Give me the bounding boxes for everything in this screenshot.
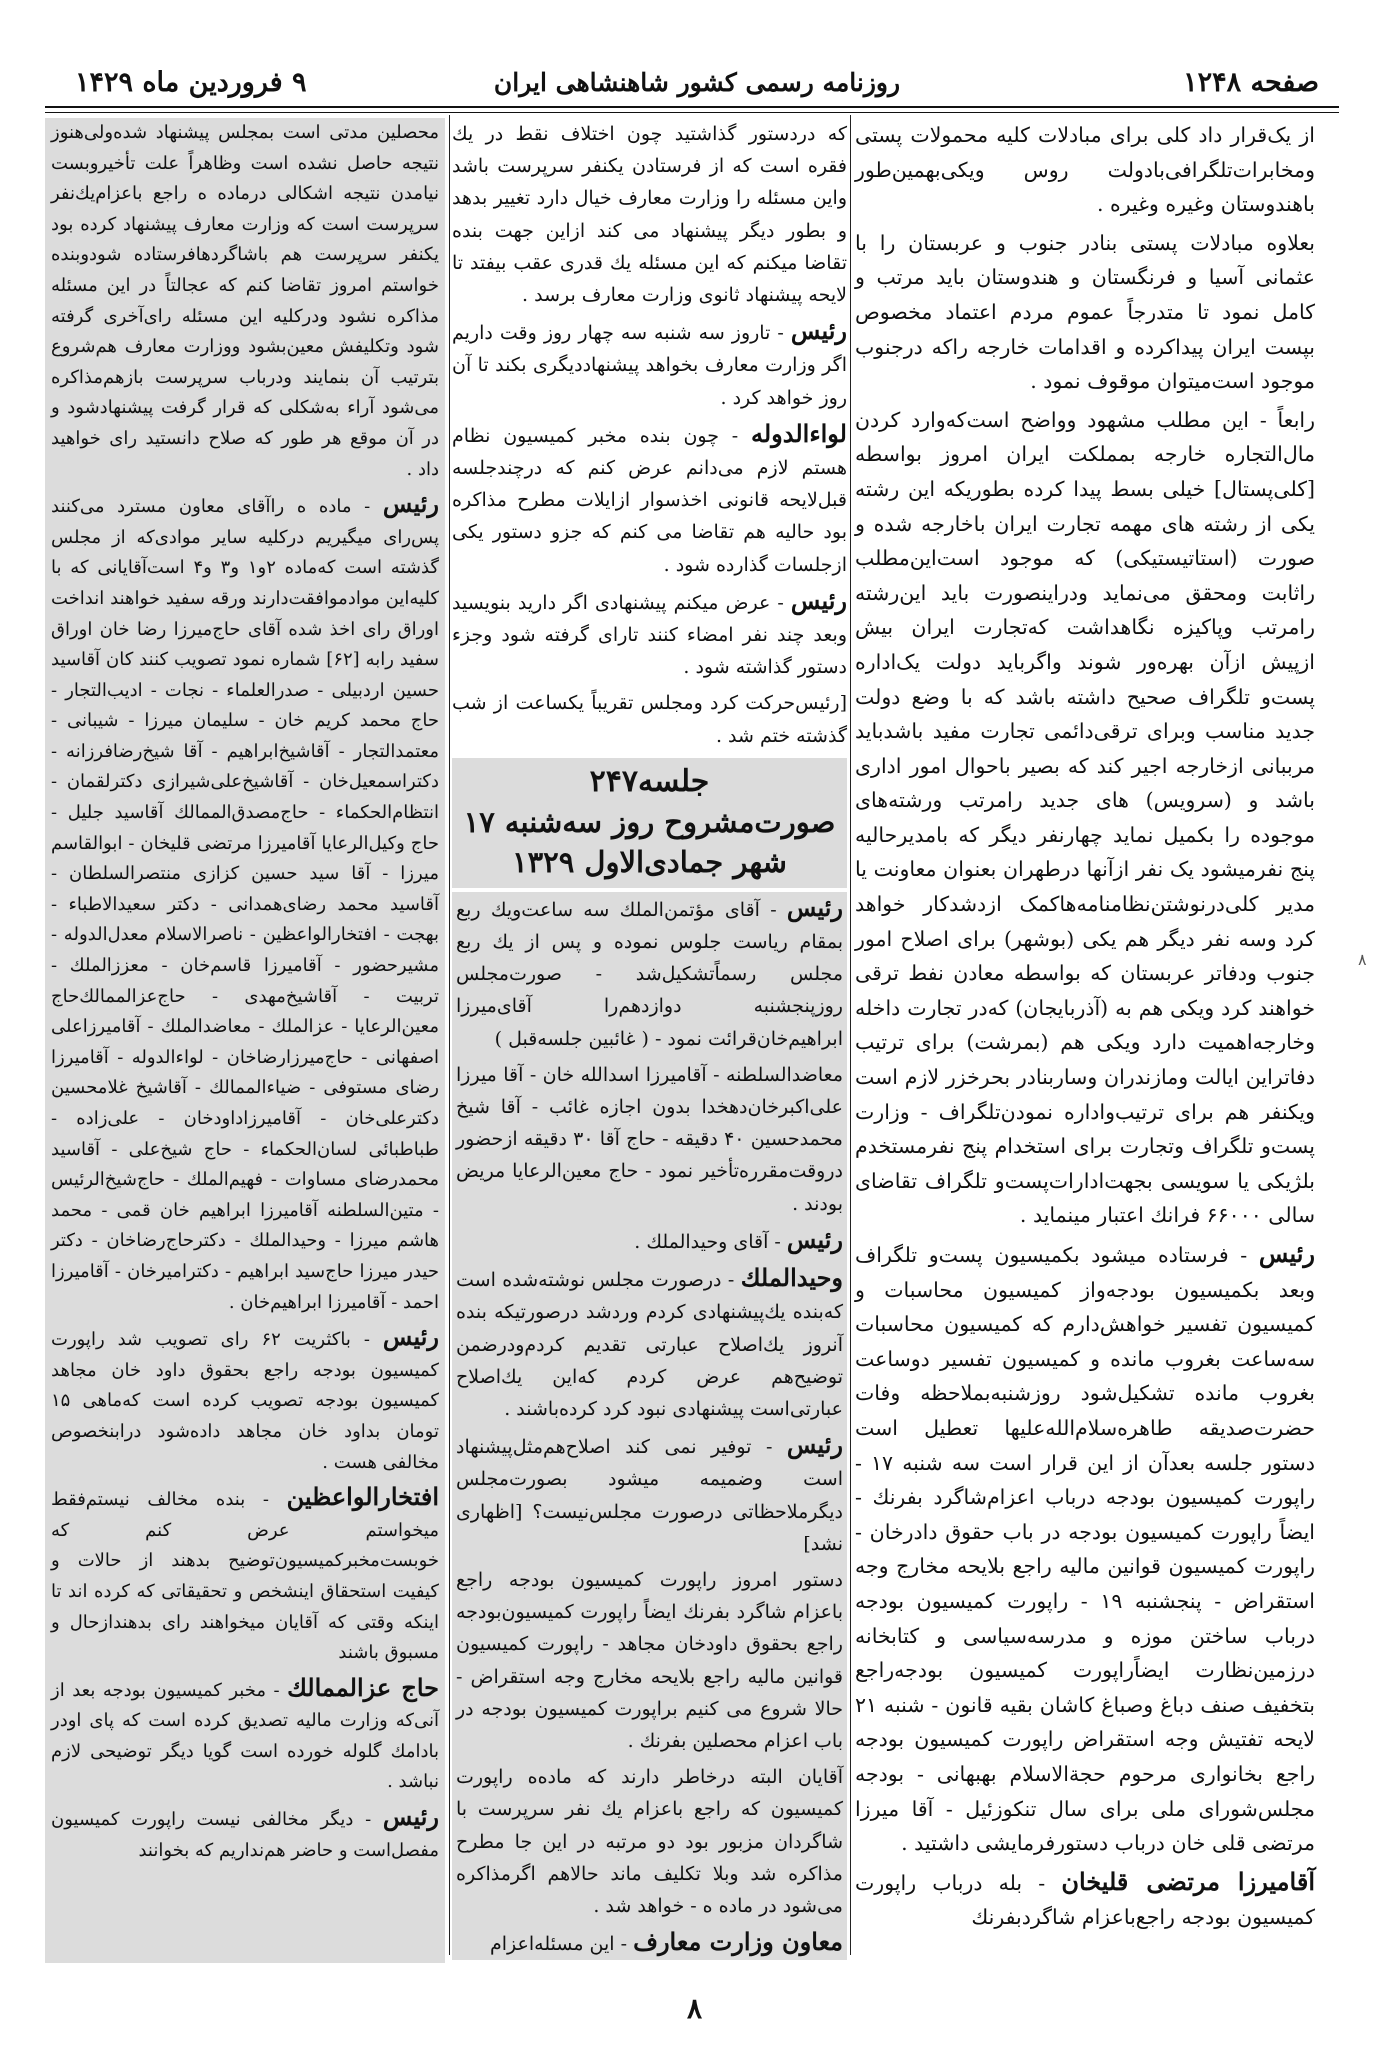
paragraph [452, 418, 847, 581]
paragraph-text: - دیگر مخالفی نیست راپورت کمیسیون مفصل‌است و حاضر هم‌نداریم که بخوانند [51, 1809, 439, 1861]
paragraph-text: - چون بنده مخبر کمیسیون نظام هستم لازم می‌دانم عرض کنم که درچندجلسه قبل‌لایحه قانونی اخذسوار ازایلات مطرح مذاکره بود حالیه هم تقاضا می کنم که جزو دستور یکی ازجلسات گذارده شود . [452, 424, 847, 576]
page-number: ۸ [686, 1992, 703, 2025]
paragraph [456, 1059, 843, 1220]
paragraph-text: - عرض میکنم پیشنهادی اگر دارید بنویسید وبعد چند نفر امضاء کنند تارای گرفته شود وجزء دستور گذاشته شود . [452, 591, 847, 679]
header-rule [45, 106, 1339, 108]
paragraph [456, 1262, 843, 1425]
paragraph [51, 1802, 439, 1866]
paragraph [51, 1322, 439, 1478]
speaker-name: رئیس [786, 1430, 843, 1460]
paragraph [456, 1926, 843, 1960]
speaker-name: افتخارالواعظین [286, 1482, 439, 1512]
speaker-name: حاج عزالممالك [287, 1672, 439, 1702]
paragraph-text: معاضدالسلطنه - آقامیرزا اسدالله خان - آقا میرزا علی‌اکبرخان‌دهخدا بدون اجازه غائب - آقا شیخ محمدحسین ۴۰ دقیقه - حاج آقا ۳۰ دقیقه ازحضور دروقت‌مقرره‌تأخیر نمود - حاج معین‌الرعایا مریض بودند . [456, 1063, 843, 1215]
paragraph-text: - آقای وحیدالملك . [634, 1230, 781, 1253]
column-divider-right [850, 115, 851, 1955]
paragraph [456, 1429, 843, 1560]
paragraph [456, 892, 843, 1055]
paragraph [855, 1237, 1315, 1861]
paragraph-text: - توفیر نمی کند اصلاح‌هم‌مثل‌پیشنهاد است وضمیمه میشود بصورت‌مجلس دیگرملاحظاتی درصورت مجلس‌نیست؟ [اظهاری نشد] [456, 1436, 843, 1555]
speaker-name: رئیس [382, 489, 439, 519]
paragraph-text: رابعاً - این مطلب مشهود وواضح است‌که‌وارد کردن مال‌التجاره خارجه بمملکت ایران امروز بواسطه [کلی‌پستال] خیلی بسط پیدا کرده بطوریکه این رشته یکی از رشته های مهمه تجارت ایران باخارجه شده و صورت (استاتیستیکی) که موجود است‌این‌مطلب راثابت ومحقق می‌نماید ودراینصورت باید این‌رشته رامرتب وپاکیزه نگاهداشت که‌تجارت ایران بیش ازپیش ازآن بهره‌ور شوند واگرباید دولت یک‌اداره پست‌و تلگراف صحیح داشته باشد که با وضع دولت جدید مناسب وبرای ترقی‌دائمی تجارت مفید باشد‌باید مرببانی ازخارجه اجیر کند که بصیر باحوال امور اداری باشد و (سرویس) های جدید رامرتب ورشته‌های موجوده را بکمیل نماید چهارنفر دیگر که بامدیرحالیه پنج نفرمیشود یک نفر ازآنها درطهران بعنوان معاونت یا مدیر کلی‌درنوشتن‌نظامنامه‌هاکمک ازدشدکار خواهد کرد وسه نفر دیگر هم یکی (بوشهر) برای اصلاح امور جنوب ودفاتر عربستان که بواسطه معادن نفط ترقی خواهند کرد ویکی هم به (آذربایجان) که‌در تجارت داخله وخارجه‌اهمیت دارد ویکی هم (بمرشت) برای ترتیب دفاتراین ایالت ومازندران وساربنادر بحرخزر لازم است ویکنفر هم برای ترتیب‌واداره نمودن‌تلگراف - وزارت پست‌و تلگراف وتجارت برای استخدام پنج نفرمستخدم بلژیکی یا سویسی بجهت‌ادارات‌پست‌و تلگراف تقاضای سالی ۶۶۰۰۰ فرانك اعتبار مینماید . [855, 407, 1315, 1228]
paragraph-text: [رئیس‌حرکت کرد ومجلس تقریباً یکساعت از شب گذشته ختم شد . [452, 692, 847, 747]
paragraph-text: - این مسئله‌اعزام [490, 1933, 628, 1956]
speaker-name: وحیدالملك [740, 1263, 843, 1293]
issue-date: ۹ فروردین ماه ۱۴۲۹ [75, 66, 307, 98]
paragraph-text: - بله درباب راپورت کمیسیون بودجه راجع‌باعزام شاگردبفرنك [855, 1870, 1315, 1930]
page-header [75, 62, 1319, 102]
paragraph-text: - بنده مخالف نیستم‌فقط میخواستم عرض کنم که خوبست‌مخبرکمیسیون‌توضیح بدهند از حالات و کیفیت استحقاق اینشخص و تحقیقاتی که کرده اند تا اینکه وقتی که آقایان میخواهند رای بدهندازحال و مسبوق باشند [51, 1489, 439, 1664]
column-middle [452, 118, 847, 1963]
paragraph [855, 1865, 1315, 1935]
paragraph [452, 315, 847, 414]
paragraph [855, 226, 1315, 399]
session-heading [452, 758, 847, 888]
paragraph-text: - مخبر کمیسیون بودجه بعد از آنی‌که وزارت مالیه تصدیق کرده است که پای اودر بادامك گلوله خورده است گویا دیگر توضیحی لازم نباشد . [51, 1679, 439, 1793]
paragraph-text: بعلاوه مبادلات پستی بنادر جنوب و عربستان را با عثمانی آسیا و فرنگستان و هندوستان باید مرتب و کامل نمود تا متدرجاً عموم مردم اعتماد مخصوص بپست ایران پیداکرده و اقدامات خارجه راکه درجنوب موجود است‌میتوان موقوف نمود . [855, 230, 1315, 394]
paragraph-text: از یک‌قرار داد کلی برای مبادلات کلیه محمولات پستی ومخابرات‌تلگرافی‌بادولت روس ویکی‌بهمین‌طور باهندوستان وغیره وغیره . [855, 123, 1315, 217]
paragraph-text: - آقای مؤتمن‌الملك سه ساعت‌ویك ربع بمقام ریاست جلوس نموده و پس از یك ربع مجلس رسماً‌تشکیل‌شد - صورت‌مجلس روزپنجشنبه دوازدهم‌را آقای‌میرزا ابراهیم‌خان‌قرائت نمود - ( غائبین جلسه‌قبل ) [456, 898, 843, 1050]
column-divider-left [449, 115, 450, 1955]
paragraph-text: - فرستاده میشود بکمیسیون پست‌و تلگراف وبعد بکمیسیون بودجه‌واز کمیسیون محاسبات و کمیسیون تفسیر خواهش‌دارم که کمیسیون محاسبات سه‌ساعت بغروب مانده و کمیسیون تفسیر دوساعت بغروب مانده تشکیل‌شود روزشنبه‌بملاحظه وفات حضرت‌صدیقه طاهره‌سلام‌الله‌علیها تعطیل است دستور جلسه بعد‌آن از این قرار است سه شنبه ۱۷ - راپورت کمیسیون بودجه درباب اعزام‌شاگرد بفرنك - ایضاً راپورت کمیسیون بودجه در باب حقوق دادرخان - راپورت کمیسیون قوانین مالیه راجع بلایحه مخارج وجه استقراض - پنجشنبه ۱۹ - راپورت کمیسیون بودجه درباب ساختن موزه و مدرسه‌سیاسی و کتابخانه درزمین‌نظارت ایضاً‌راپورت کمیسیون بودجه‌راجع بتخفیف صنف دباغ وصباغ کاشان بقیه قانون - شنبه ۲۱ لایحه تفتیش وجه استقراض راپورت کمیسیون بودجه راجع بخانواری مرحوم حجة‌الاسلام بهبهانی - بودجه مجلس‌شورای ملی برای سال تنکوزئیل - آقا میرزا مرتضی قلی خان درباب دستورفرمایشی داشتید . [855, 1243, 1315, 1856]
paragraph-text: که دردستور گذاشتید چون اختلاف نقط در یك فقره است که از فرستادن یکنفر سرپرست باشد واین مسئله را وزارت معارف خیال دارد تغییر بدهد و بطور دیگر پیشنهاد می کند ازاین جهت بنده تقاضا میکنم که این مسئله یك قدری عقب بیفتد تا لایحه پیشنهاد ثانوی وزارت معارف برسد . [452, 123, 847, 307]
paragraph-text: آقایان البته درخاطر دارند که ماده‌ه راپورت کمیسیون که راجع باعزام یك نفر سرپرست با شاگردان مزبور بود دو مرتبه در این جا مطرح مذاکره شد وبلا تکلیف ماند حالاهم اگرمذاکره می‌شود در ماده ه - خواهد شد . [456, 1766, 843, 1917]
speaker-name: آقامیرزا مرتضی قلیخان [1061, 1866, 1315, 1896]
paragraph [51, 118, 439, 485]
paragraph [51, 1482, 439, 1669]
speaker-name: معاون وزارت معارف [633, 1927, 843, 1957]
speaker-name: رئیس [382, 1322, 439, 1352]
column-middle-bottom [452, 892, 847, 1961]
newspaper-title: روزنامه رسمی کشور شاهنشاهی ایران [493, 67, 901, 97]
paragraph [456, 1224, 843, 1258]
session-number: جلسه۲۴۷ [589, 763, 710, 799]
paragraph-text: - درصورت مجلس نوشته‌شده است که‌بنده یك‌پیشنهادی کردم وردشد درصورتیکه بنده آنروز یك‌اصلاح عبارتی تقدیم کردم‌ودرضمن توضیح‌هم عرض کردم که‌این یك‌اصلاح عبارتی‌است پیشنهادی نبود کرد کرده‌باشند . [456, 1269, 843, 1420]
speaker-name: رئیس [790, 585, 847, 615]
paragraph [452, 585, 847, 684]
paragraph-text: محصلین مدتی است بمجلس پیشنهاد شده‌ولی‌هنوز نتیجه حاصل نشده است وظاهراً علت تأخیرو‌بست نیامدن نتیجه اشکالی درماده ه راجع باعزام‌یك‌نفر سرپرست است که وزارت معارف پیشنهاد کرده بود یکنفر سرپرست هم باشاگردهافرستاده شود‌وبنده خواستم امروز تقاضا کنم که عجالتاً در این مسئله مذاکره نشود ودرکلیه این مسئله رای‌آخری گرفته شود وتکلیفش معین‌بشود ووزارت معارف هم‌شروع بترتیب آن بنمایند ودرباب سرپرست بازهم‌مذاکره می‌شود آراء به‌شکلی که قرار گرفت پیشنهادشود و در آن موقع هر طور که صلاح دانستید رای خواهید داد . [51, 122, 439, 480]
column-left [45, 118, 445, 1963]
speaker-name: رئیس [790, 316, 847, 346]
page-label: صفحه ۱۲۴۸ [1183, 66, 1319, 98]
paragraph [452, 118, 847, 311]
margin-mark: ۸ [1358, 950, 1367, 969]
paragraph [456, 1761, 843, 1922]
header-rule-thin [45, 112, 1339, 113]
paragraph [51, 1673, 439, 1798]
speaker-name: رئیس [382, 1802, 439, 1832]
paragraph [51, 489, 439, 1318]
paragraph [855, 118, 1315, 222]
paragraph-text: - باکثریت ۶۲ رای تصویب شد راپورت کمیسیون بودجه راجع بحقوق داود خان مجاهد کمیسیون بودجه تصویب کرده است که‌ماهی ۱۵ تومان بداود خان مجاهد داده‌شود درابنخصوص مخالفی هست . [51, 1329, 439, 1473]
speaker-name: رئیس [786, 1224, 843, 1254]
session-title: صورت‌مشروح روز سه‌شنبه ۱۷ شهر جمادی‌الاول ۱۳۲۹ [463, 804, 836, 879]
speaker-name: لواءالدوله [750, 418, 847, 448]
speaker-name: رئیس [786, 892, 843, 922]
paragraph [855, 403, 1315, 1233]
paragraph-text: - ماده ه راآقای معاون مسترد می‌کنند پس‌رای میگیریم درکلیه سایر موادی‌که از مجلس گذشته است که‌ماده ۲و۱ و۳ و۴ است‌آقایانی که با کلیه‌این موادموافقت‌دارند ورقه سفید خواهند انداخت اوراق رای اخذ شده آقای حاج‌میرزا رضا خان اوراق سفید رابه [۶۲] شماره نمود تصویب کنند کان آقاسید حسین اردبیلی - صدرالعلماء - نجات - ادیب‌التجار - حاج محمد کریم خان - سلیمان میرزا - شیبانی - معتمدالتجار - آقاشیخ‌ابراهیم - آقا شیخ‌رضا‌فرزانه - دکتر‌اسمعیل‌خان - آقاشیخ‌علی‌شیرازی دکترلقمان - انتظام‌الحکماء - حاج‌مصدق‌الممالك آقاسید جلیل - حاج وکیل‌الرعایا آقامیرزا مرتضی قلیخان - ابوالقاسم میرزا - آقا سید حسین کزازی منتصرالسلطان - آقاسید محمد رضای‌همدانی - دکتر سعیدالاطباء - بهجت - افتخارالواعظین - ناصرالاسلام معدل‌الدوله - مشیرحضور - آقامیرزا قاسم‌خان - معززالملك - تربیت - آقاشیخ‌مهدی - حاج‌عزالممالك‌حاج معین‌الرعایا - عزالملك - معاضدالملك - آقامیرزاعلی اصفهانی - حاج‌میرزارضاخان - لواءالدوله - آقامیرزا رضای مستوفی - ضیاءالممالك - آقاشیخ غلامحسین دکترعلی‌خان - آقامیرزاداودخان - علی‌زاده - طباطبائی لسان‌الحکماء - حاج شیخ‌علی - آقاسید محمدرضای مساوات - فهیم‌الملك - حاج‌شیخ‌الرئیس - متین‌السلطنه آقامیرزا ابراهیم خان قمی - محمد هاشم میرزا - وحیدالملك - دکترحاج‌رضاخان - دکتر حیدر میرزا حاج‌سید ابراهیم - دکترامیرخان - آقامیرزا احمد - آقامیرزا ابراهیم‌خان . [51, 496, 439, 1313]
paragraph-text: - تاروز سه شنبه سه چهار روز وقت داریم اگر وزارت معارف بخواهد پیشنهاددیگری بکند تا آن روز خواهد کرد . [452, 322, 847, 409]
paragraph-text: دستور امروز راپورت کمیسیون بودجه راجع باعزام شاگرد بفرنك ایضاً راپورت کمیسیون‌بودجه راجع بحقوق داودخان مجاهد - راپورت کمیسیون قوانین مالیه راجع بلایحه مخارج وجه استقراض - حالا شروع می کنیم براپورت کمیسیون بودجه در باب اعزام محصلین بفرنك . [456, 1568, 843, 1752]
paragraph [452, 687, 847, 751]
speaker-name: رئیس [1258, 1239, 1315, 1268]
column-middle-top [452, 118, 847, 752]
column-right [855, 118, 1315, 1963]
paragraph [456, 1564, 843, 1757]
